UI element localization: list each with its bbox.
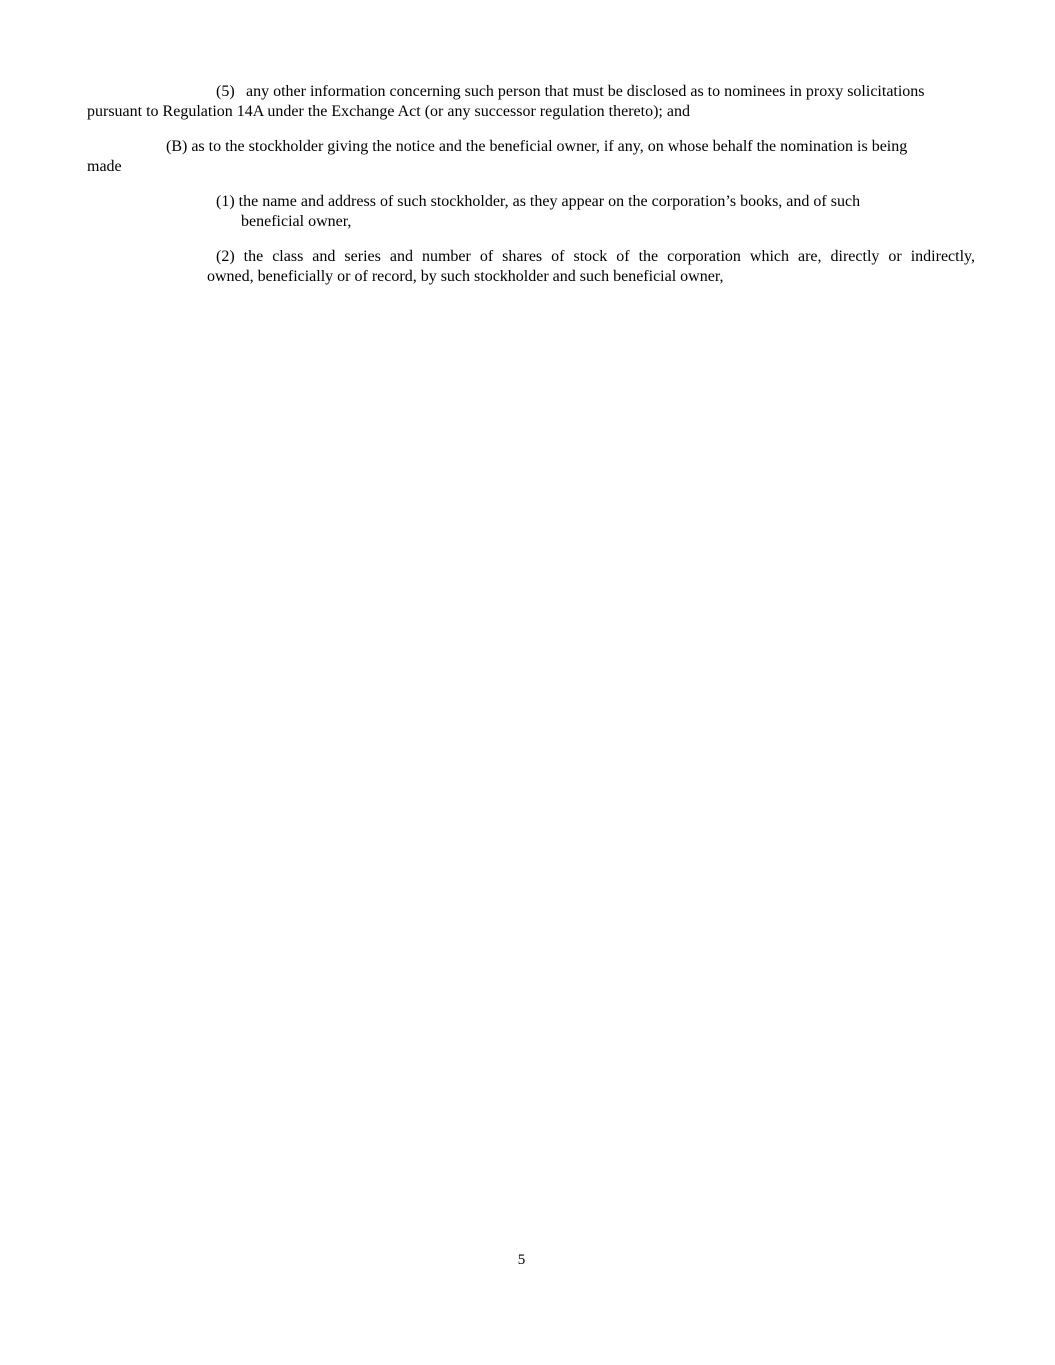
item-2-line-1: (2) the class and series and number of shares of stock of the corporation which are, directly or indirectly, (216, 248, 975, 265)
item-2-line-2: owned, beneficially or of record, by such stockholder and such beneficial owner, (207, 268, 724, 285)
page-number: 5 (517, 1252, 526, 1268)
item-5-line-2: pursuant to Regulation 14A under the Exchange Act (or any successor regulation thereto); and (87, 103, 690, 120)
item-b-line-2: made (87, 158, 122, 175)
item-5-marker: (5) (216, 83, 235, 100)
item-1-line-2: beneficial owner, (241, 213, 352, 230)
item-5-line-1: any other information concerning such person that must be disclosed as to nominees in proxy solicitations (246, 83, 925, 100)
item-b-line-1: (B) as to the stockholder giving the notice and the beneficial owner, if any, on whose behalf the nomination is being (166, 138, 908, 155)
item-1-line-1: (1) the name and address of such stockholder, as they appear on the corporation’s books, and of such (216, 193, 861, 210)
